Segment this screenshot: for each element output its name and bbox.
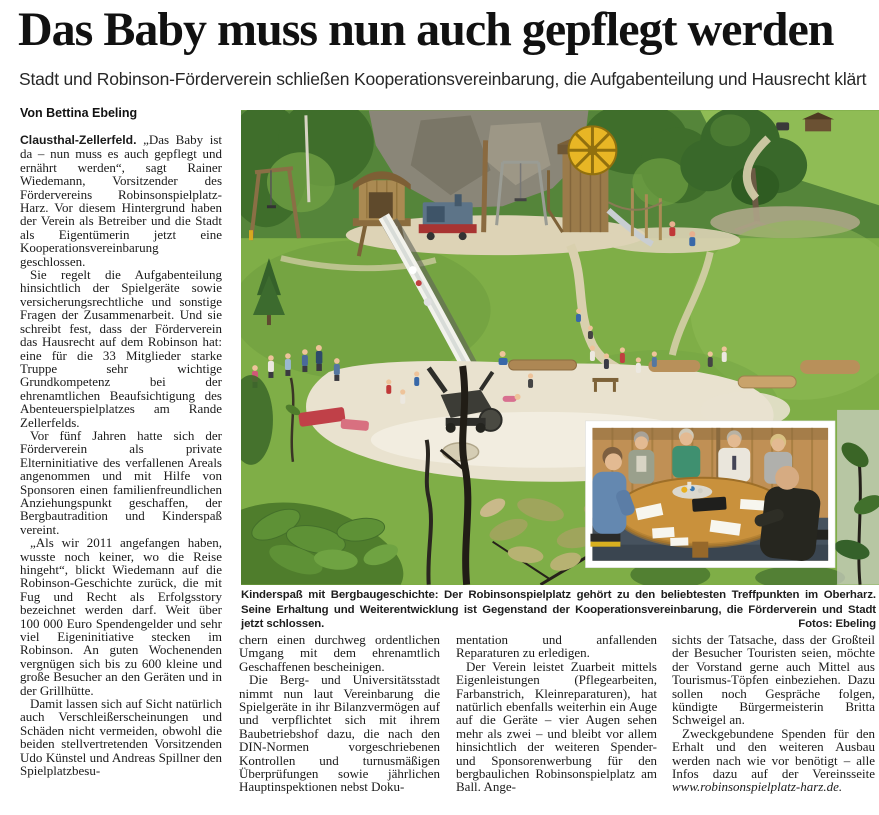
playground-photo (241, 110, 879, 585)
article-paragraph: Clausthal-Zellerfeld. „Das Baby ist da – nun muss es auch gepflegt und ernährt werden“, sagt Rainer Wiedemann, Vorsitzender des Fördervereins Robinsonspielplatz-Harz. Vor diesem Hintergrund haben der Verein als Betreiber und die Stadt als Eigentümerin jetzt eine Kooperationsvereinbarung geschlossen. (20, 133, 222, 269)
article-paragraph: sichts der Tatsache, dass der Großteil der Besucher Touristen seien, möchte der Vorstand gerne auch Mittel aus Tourismus-Töpfen einbeziehen. Dazu sollen noch Gespräche folgen, kündigte Bürgermeisterin Britta Schweigel an. (672, 633, 875, 728)
article-paragraph: Zweckgebundene Spenden für den Erhalt und den weiteren Ausbau werden nach wie vor benötigt – alle Infos dazu auf der Vereinsseite www.robinsonspielplatz-harz.de. (672, 725, 875, 795)
article-column-2 (239, 633, 440, 807)
article-paragraph: „Als wir 2011 angefangen haben, wusste noch keiner, wo die Reise hingeht“, blickt Wiedemann auf die Robinson-Geschichte zurück, die mit Fug und Recht als Erfolgsstory bezeichnet werden darf. Weit über 100 000 Euro Spendengelder und sehr viel Eigeninitiative stecken im Robinson. An guten Wochenenden vergnügen sich bis zu 600 kleine und große Besucher an den Geräten und in der Grillhütte. (20, 535, 222, 698)
dateline: Clausthal-Zellerfeld. (20, 133, 137, 147)
article-column-3 (456, 633, 657, 807)
article-paragraph: Sie regelt die Aufgabenteilung hinsichtlich der Spielgeräte sowie versicherungsrechtliche und sonstige Fragen der Zusammenarbeit. Und sie schreibt fest, dass der Förderverein das Hausrecht auf dem Robinson hat: eine für die 33 Mitglieder starke Truppe sehr wichtige Grundkompetenz bei der ehrenamtlichen Beaufsichtigung des Abenteuerspielplatzes am Rande Zellerfelds. (20, 267, 222, 430)
article-paragraph: chern einen durchweg ordentlichen Umgang mit dem ehrenamtlich Geschaffenen bescheinigen. (239, 633, 440, 674)
byline: Von Bettina Ebeling (20, 106, 138, 120)
website-url: www.robinsonspielplatz-harz.de. (672, 779, 843, 795)
article-column-1 (20, 133, 222, 807)
subheadline: Stadt und Robinson-Förderverein schließen Kooperationsvereinbarung, die Aufgabenteilung und Hausrecht klärt (19, 69, 867, 89)
article-paragraph: Damit lassen sich auf Sicht natürlich auch Verschleißerscheinungen und Schäden nicht vermeiden, obwohl die beiden stellvertretenden Vorsitzenden Udo Künstel und Andreas Spillner den Spielplatzbesu- (20, 696, 222, 779)
article-column-4 (672, 633, 875, 807)
article-paragraph: Der Verein leistet Zuarbeit mittels Eigenleistungen (Pflegearbeiten, Farbanstrich, Kleinreparaturen), hat natürlich ebenfalls weiterhin ein Auge auf die Geräte – vier Augen sehen mehr als zwei – und bleibt vor allem hinsichtlich der weiteren Spender- und Sponsorenwerbung für den bergbaulichen Robinsonspielplatz am Ball. Ange- (456, 658, 657, 795)
photo-credit: Fotos: Ebeling (790, 617, 876, 632)
meeting-inset-photo (585, 421, 835, 568)
caption-text: Kinderspaß mit Bergbaugeschichte: Der Robinsonspielplatz gehört zu den beliebtesten Treffpunkten im Oberharz. Seine Erhaltung und Weiterentwicklung ist Gegenstand der Kooperationsvereinbarung, die Förderverein und Stadt jetzt schlossen. (241, 589, 876, 631)
headline: Das Baby muss nun auch gepflegt werden (18, 3, 834, 56)
article-paragraph: Die Berg- und Universitätsstadt nimmt nun laut Vereinbarung die Spielgeräte in ihr Bilanzvermögen auf und verpflichtet sich mit ihrem Baubetriebshof dazu, die nach den DIN-Normen vorgeschriebenen Kontrollen und turnusmäßigen Überprüfungen sowie jährlichen Hauptinspektionen nebst Doku- (239, 672, 440, 795)
photo-caption (241, 588, 876, 632)
article-paragraph: Vor fünf Jahren hatte sich der Förderverein als private Elterninitiative des verfallenen Areals angenommen und mit Hilfe von Sponsoren einen familienfreundlichen Anziehungspunkt geschaffen, der Bergbautradition und Kinderspaß vereint. (20, 427, 222, 537)
article-paragraph: mentation und anfallenden Reparaturen zu erledigen. (456, 633, 657, 661)
